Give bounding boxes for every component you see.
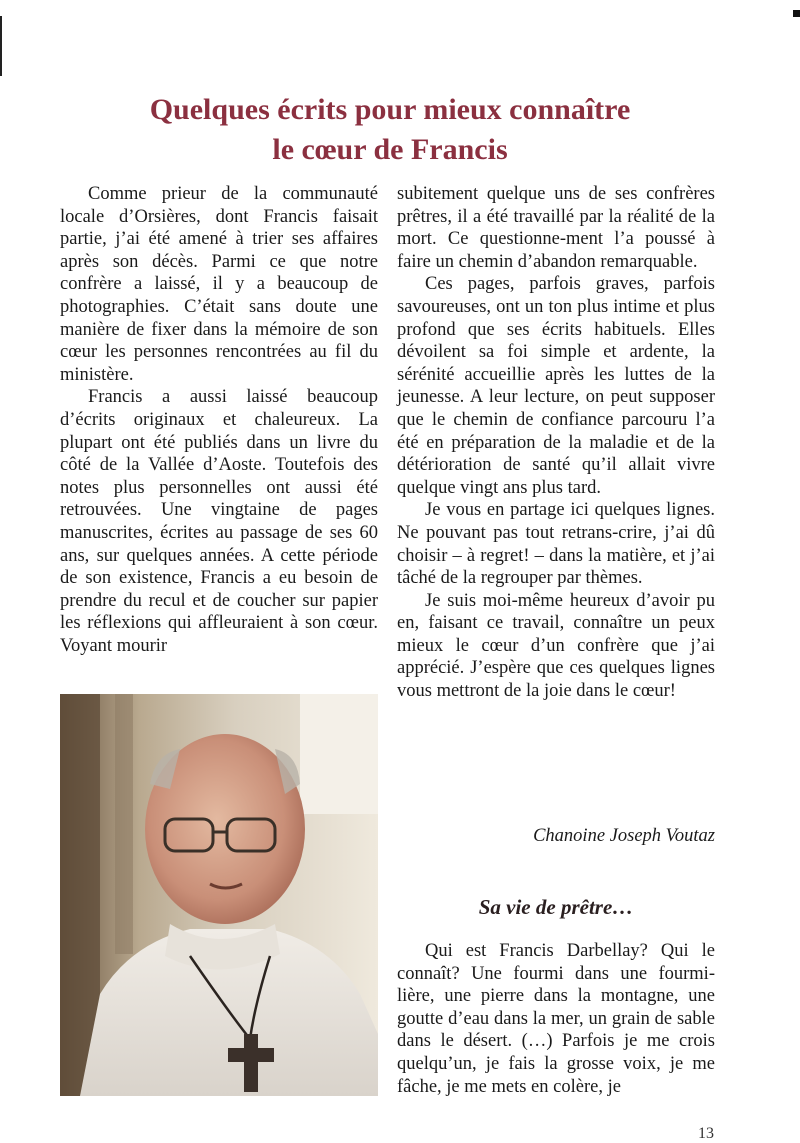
portrait-photo — [60, 694, 378, 1096]
paragraph: Je vous en partage ici quelques lignes. Ne pouvant pas tout retrans-crire, j’ai dû choisir – à regret! – dans la matière, et j’ai tâché de la regrouper par thèmes. — [397, 500, 715, 589]
right-column — [397, 183, 715, 703]
paragraph: subitement quelque uns de ses confrères prêtres, il a été travaillé par la réalité de la mort. Ce questionne-ment l’a poussé à faire un chemin d’abandon remarquable. — [397, 184, 715, 272]
left-column — [60, 183, 378, 657]
paragraph: Je suis moi-même heureux d’avoir pu en, faisant ce travail, connaître un peux mieux le cœur d’un confrère que j’ai apprécié. J’espère que ces quelques lignes vous mettront de la joie dans le cœur! — [397, 590, 715, 702]
paragraph: Comme prieur de la communauté locale d’Orsières, dont Francis faisait partie, j’ai été amené à trier ses affaires après son décès. Parmi ce que notre confrère a laissé, il y a beaucoup de photographies. C’était sans doute une manière de fixer dans la mémoire de son cœur les personnes rencontrées au fil du ministère. — [60, 184, 378, 385]
crop-mark — [0, 16, 2, 76]
page-title — [110, 90, 670, 170]
section-heading: Sa vie de prêtre… — [478, 895, 634, 919]
crop-mark — [793, 10, 800, 17]
signature: Chanoine Joseph Voutaz — [533, 826, 715, 846]
title-line-1: Quelques écrits pour mieux connaître — [149, 93, 631, 126]
title-line-2: le cœur de Francis — [272, 133, 508, 166]
paragraph: Ces pages, parfois graves, parfois savoureuses, ont un ton plus intime et plus profond que ses écrits habituels. Elles dévoilent sa foi simple et ardente, la sérénité accueillie après les luttes de la jeunesse. A leur lecture, on peut supposer que le chemin de confiance parcouru l’a été en préparation de la maladie et de la détérioration de santé qu’il allait vivre quelque vingt ans plus tard. — [397, 274, 715, 498]
paragraph: Qui est Francis Darbellay? Qui le connaît? Une fourmi dans une fourmi-lière, une pierre dans la montagne, une goutte d’eau dans la mer, un grain de sable dans le désert. (…) Parfois je me crois quelqu’un, je fais la grosse voix, je me fâche, je me mets en colère, je — [397, 941, 715, 1097]
page-number: 13 — [698, 1125, 714, 1142]
paragraph: Francis a aussi laissé beaucoup d’écrits originaux et chaleureux. La plupart ont été publiés dans un livre du côté de la Vallée d’Aoste. Toutefois des notes plus personnelles ont aussi été retrouvées. Une vingtaine de pages manuscrites, écrites au passage de ses 60 ans, sur quelques années. A cette période de son existence, Francis a eu besoin de prendre du recul et de coucher sur papier les réflexions qui affleuraient à son cœur. Voyant mourir — [60, 387, 378, 656]
right-column-continued — [397, 940, 715, 1098]
